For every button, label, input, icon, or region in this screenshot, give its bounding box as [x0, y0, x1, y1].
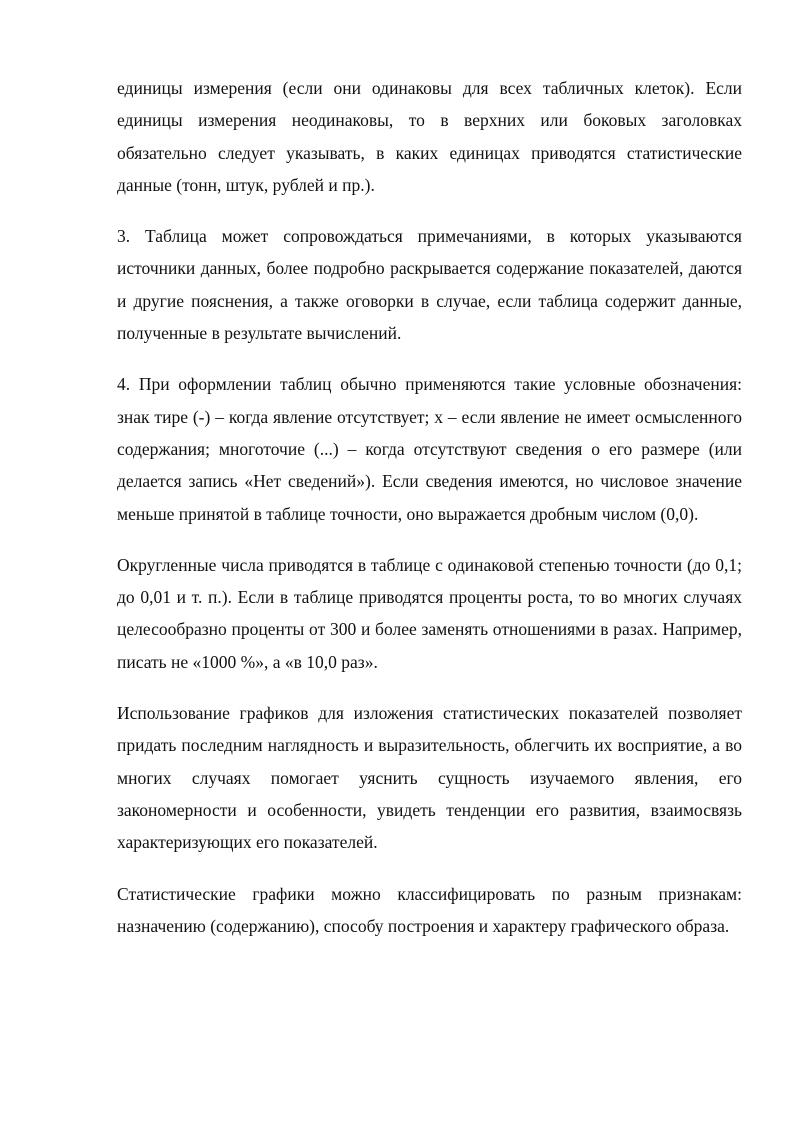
paragraph-units-continuation: единицы измерения (если они одинаковы для всех табличных клеток). Если единицы измерения неодинаковы, то в верхних или боковых заголовках обязательно следует указывать, в каких единицах приводятся статистические данные (тонн, штук, рублей и пр.).: [117, 78, 742, 195]
paragraph-graphs-classification: Статистические графики можно классифицировать по разным признакам: назначению (содержанию), способу построения и характеру графического образа.: [117, 883, 742, 936]
paragraph-graphs-usage: Использование графиков для изложения статистических показателей позволяет придать последним наглядность и выразительность, облегчить их восприятие, а во многих случаях помогает уяснить сущность изучаемого явления, его закономерности и особенности, увидеть тенденции его развития, взаимосвязь характеризующих его показателей.: [117, 703, 742, 853]
paragraph-table-symbols: 4. При оформлении таблиц обычно применяются такие условные обозначения: знак тире (-) – когда явление отсутствует; х – если явление не имеет осмысленного содержания; многоточие (...) – когда отсутствуют сведения о его размере (или делается запись «Нет сведений»). Если сведения имеются, но числовое значение меньше принятой в таблице точности, оно выражается дробным числом (0,0).: [117, 374, 742, 524]
paragraph-table-notes: 3. Таблица может сопровождаться примечаниями, в которых указываются источники данных, более подробно раскрывается содержание показателей, даются и другие пояснения, а также оговорки в случае, если таблица содержит данные, полученные в результате вычислений.: [117, 226, 742, 344]
document-page: [117, 72, 742, 942]
paragraph-rounded-numbers: Округленные числа приводятся в таблице с одинаковой степенью точности (до 0,1; до 0,01 и т. п.). Если в таблице приводятся проценты роста, то во многих случаях целесообразно проценты от 300 и более заменять отношениями в разах. Например, писать не «1000 %», а «в 10,0 раз».: [117, 554, 742, 672]
